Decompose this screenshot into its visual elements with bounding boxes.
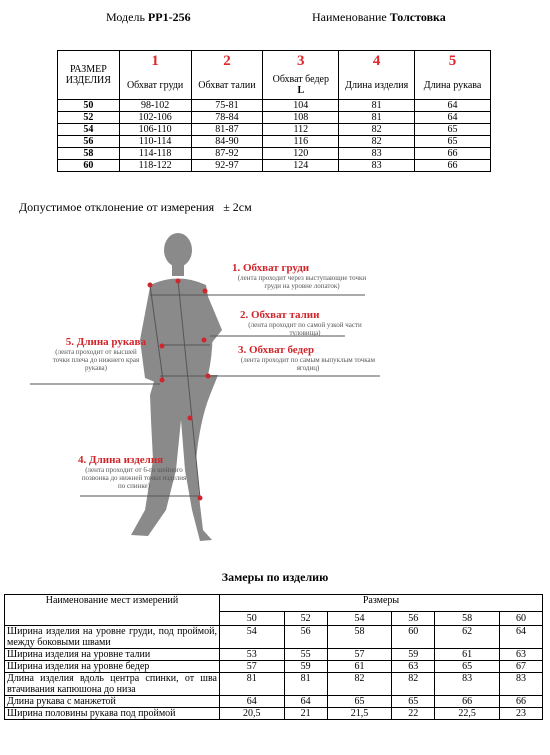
measure-row — [5, 661, 543, 673]
measure-value: 21 — [284, 708, 327, 720]
size-cell: 54 — [58, 124, 120, 136]
measure-label: Длина изделия вдоль центра спинки, от шва втачивания капюшона до низа — [5, 673, 220, 696]
size-header-cell: 56 — [392, 612, 435, 626]
measure-value: 64 — [220, 696, 285, 708]
col-label-sleeve: Длина рукава — [415, 71, 491, 100]
annotation-hips: 3. Обхват бедер (лента проходит по самым выпуклым точкам ягодиц) — [238, 344, 376, 372]
measure-value: 81 — [220, 673, 285, 696]
measure-value: 65 — [327, 696, 392, 708]
value-cell: 120 — [263, 148, 339, 160]
measure-value: 83 — [499, 673, 542, 696]
measure-value: 21,5 — [327, 708, 392, 720]
measure-value: 55 — [284, 649, 327, 661]
col-label-hips-extra: L — [297, 85, 305, 96]
value-cell: 65 — [415, 136, 491, 148]
value-cell: 114-118 — [119, 148, 191, 160]
col-label-waist: Обхват талии — [191, 71, 263, 100]
col-label-chest: Обхват груди — [119, 71, 191, 100]
measure-value: 63 — [392, 661, 435, 673]
value-cell: 81 — [339, 100, 415, 112]
col-number-1: 1 — [119, 51, 191, 72]
col-number-5: 5 — [415, 51, 491, 72]
value-cell: 82 — [339, 136, 415, 148]
measure-value: 64 — [284, 696, 327, 708]
measure-value: 66 — [499, 696, 542, 708]
col-number-4: 4 — [339, 51, 415, 72]
measure-label: Ширина изделия на уровне талии — [5, 649, 220, 661]
measure-value: 23 — [499, 708, 542, 720]
value-cell: 64 — [415, 100, 491, 112]
size-header-cell: 58 — [435, 612, 500, 626]
measure-value: 64 — [499, 626, 542, 649]
value-cell: 104 — [263, 100, 339, 112]
value-cell: 78-84 — [191, 112, 263, 124]
value-cell: 92-97 — [191, 160, 263, 172]
col-label-hips: Обхват бедер L — [263, 71, 339, 100]
value-cell: 116 — [263, 136, 339, 148]
measure-row — [5, 708, 543, 720]
tolerance-note: Допустимое отклонение от измерения ± 2см — [19, 200, 252, 214]
measure-table-body — [5, 626, 543, 720]
measure-row — [5, 649, 543, 661]
measure-value: 54 — [220, 626, 285, 649]
value-cell: 83 — [339, 148, 415, 160]
col-number-3: 3 — [263, 51, 339, 72]
value-cell: 112 — [263, 124, 339, 136]
measure-value: 58 — [327, 626, 392, 649]
product-name-heading: Наименование Толстовка — [312, 10, 446, 24]
measure-table-title: Замеры по изделию — [221, 570, 329, 584]
size-header-cell: 54 — [327, 612, 392, 626]
measure-row — [5, 626, 543, 649]
measure-value: 57 — [220, 661, 285, 673]
value-cell: 66 — [415, 148, 491, 160]
value-cell: 66 — [415, 160, 491, 172]
value-cell: 83 — [339, 160, 415, 172]
value-cell: 108 — [263, 112, 339, 124]
col-number-2: 2 — [191, 51, 263, 72]
measure-value: 65 — [435, 661, 500, 673]
measure-table — [4, 594, 543, 720]
value-cell: 81 — [339, 112, 415, 124]
size-cell: 60 — [58, 160, 120, 172]
value-cell: 87-92 — [191, 148, 263, 160]
value-cell: 118-122 — [119, 160, 191, 172]
measure-value: 61 — [327, 661, 392, 673]
measure-value: 53 — [220, 649, 285, 661]
measure-value: 56 — [284, 626, 327, 649]
value-cell: 110-114 — [119, 136, 191, 148]
measure-value: 82 — [327, 673, 392, 696]
value-cell: 98-102 — [119, 100, 191, 112]
measure-value: 22,5 — [435, 708, 500, 720]
annotation-length: 4. Длина изделия (лента проходит от 6-го шейного позвонка до нижней точки изделия по спинке) — [78, 454, 187, 490]
value-cell: 84-90 — [191, 136, 263, 148]
value-cell: 124 — [263, 160, 339, 172]
tolerance-value: ± 2см — [223, 200, 252, 214]
measure-value: 83 — [435, 673, 500, 696]
size-header-cell: 50 — [220, 612, 285, 626]
product-name-value: Толстовка — [389, 10, 446, 24]
value-cell: 64 — [415, 112, 491, 124]
size-cell: 56 — [58, 136, 120, 148]
measure-value: 59 — [392, 649, 435, 661]
measure-row — [5, 696, 543, 708]
measure-value: 20,5 — [220, 708, 285, 720]
annotation-chest: 1. Обхват груди (лента проходит через выступающие точки груди на уровне лопаток) — [232, 262, 367, 290]
value-cell: 81-87 — [191, 124, 263, 136]
value-cell: 102-106 — [119, 112, 191, 124]
model-heading: Модель РР1-256 — [106, 10, 191, 24]
size-cell: 52 — [58, 112, 120, 124]
sizes-header: Размеры — [220, 595, 543, 612]
measure-value: 81 — [284, 673, 327, 696]
model-value: РР1-256 — [147, 10, 191, 24]
value-cell: 82 — [339, 124, 415, 136]
measure-label: Ширина изделия на уровне груди, под проймой, между боковыми швами — [5, 626, 220, 649]
value-cell: 75-81 — [191, 100, 263, 112]
measure-value: 82 — [392, 673, 435, 696]
size-header-cell: 52 — [284, 612, 327, 626]
value-cell: 106-110 — [119, 124, 191, 136]
col-label-length: Длина изделия — [339, 71, 415, 100]
measure-label: Длина рукава с манжетой — [5, 696, 220, 708]
size-header: РАЗМЕР ИЗДЕЛИЯ — [58, 51, 120, 100]
measure-value: 62 — [435, 626, 500, 649]
measure-row — [5, 673, 543, 696]
measure-value: 67 — [499, 661, 542, 673]
annotation-waist: 2. Обхват талии (лента проходит по самой узкой части туловища) — [240, 309, 362, 337]
measure-value: 61 — [435, 649, 500, 661]
measure-label: Ширина половины рукава под проймой — [5, 708, 220, 720]
measure-value: 57 — [327, 649, 392, 661]
size-cell: 58 — [58, 148, 120, 160]
measure-value: 63 — [499, 649, 542, 661]
measure-value: 60 — [392, 626, 435, 649]
size-cell: 50 — [58, 100, 120, 112]
measure-value: 22 — [392, 708, 435, 720]
measure-value: 66 — [435, 696, 500, 708]
measure-value: 65 — [392, 696, 435, 708]
measure-label: Ширина изделия на уровне бедер — [5, 661, 220, 673]
measure-value: 59 — [284, 661, 327, 673]
annotation-sleeve: 5. Длина рукава (лента проходит от высшей точки плеча до нижнего края рукава) — [52, 336, 146, 372]
value-cell: 65 — [415, 124, 491, 136]
measure-name-header: Наименование мест измерений — [5, 595, 220, 626]
size-header-cell: 60 — [499, 612, 542, 626]
